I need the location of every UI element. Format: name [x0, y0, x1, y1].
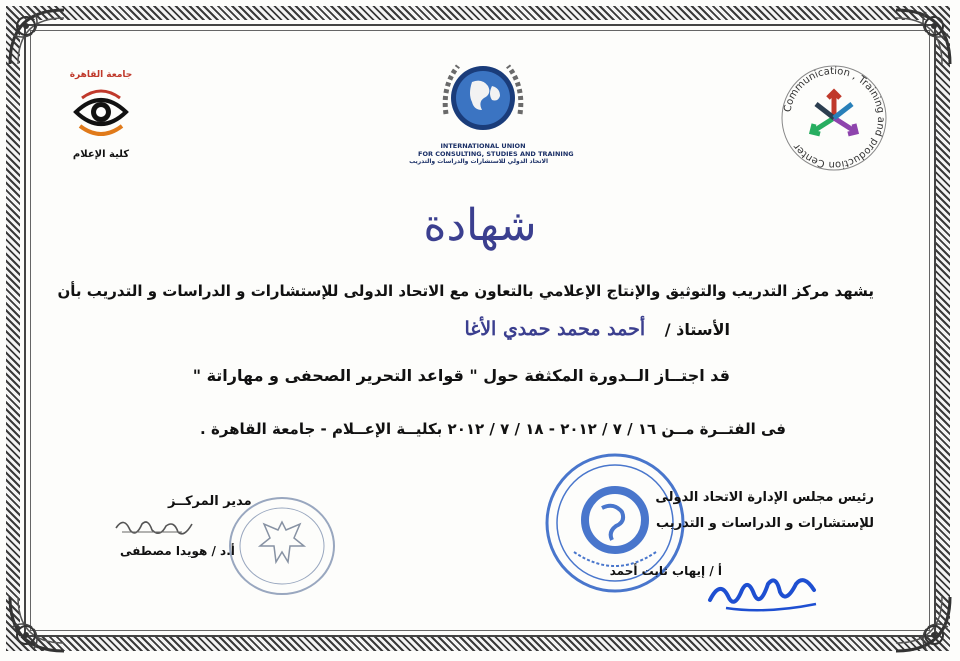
certificate-intro: يشهد مركز التدريب والتوثيق والإنتاج الإعلامي بالتعاون مع الاتحاد الدولى للإستشارات و الدراسات و التدريب بأن [57, 282, 874, 300]
center-logo [778, 62, 890, 174]
chairman-title-2: للإستشارات و الدراسات و التدريب [655, 516, 874, 531]
center-ring-text: Communication , Training and production Center [782, 65, 887, 171]
corner-ornament-icon [890, 4, 956, 70]
period-line: فى الفتــرة مــن ١٦ / ٧ / ٢٠١٢ - ١٨ / ٧ / ٢٠١٢ بكليــة الإعــلام - جامعة القاهرة . [200, 420, 786, 438]
corner-ornament-icon [890, 591, 956, 657]
globe-laurel-icon [436, 56, 530, 140]
corner-ornament-icon [4, 591, 70, 657]
recipient-prefix: الأستاذ / [664, 320, 730, 339]
director-title: مدير المركــز [168, 494, 252, 509]
university-name: جامعة القاهرة [69, 70, 133, 80]
chairman-name: أ / إيهاب ثابت أحمد [609, 564, 722, 578]
faculty-name: كلية الإعلام [72, 149, 130, 160]
center-logo-ring [778, 62, 890, 174]
certificate-title: شهادة [423, 200, 537, 251]
chairman-signature-icon [706, 570, 826, 614]
course-line: قد اجتــاز الــدورة المكثفة حول " قواعد التحرير الصحفى و مهاراتة " [192, 366, 730, 385]
corner-ornament-icon [4, 4, 70, 70]
chairman-title-1: رئيس مجلس الإدارة الاتحاد الدولى [655, 490, 874, 505]
union-logo [409, 56, 574, 176]
union-name-en-1: INTERNATIONAL UNION [440, 142, 526, 150]
union-name-ar: الاتحاد الدولي للاستشارات والدراسات والتدريب [409, 158, 548, 165]
union-name-en-2: FOR CONSULTING, STUDIES AND TRAINING [418, 150, 574, 158]
arrows-star-icon [812, 92, 856, 134]
director-signature-icon [112, 510, 198, 540]
director-name: أ.د / هويدا مصطفى [120, 544, 235, 558]
faculty-stamp-icon [226, 494, 338, 598]
recipient-line [464, 318, 730, 340]
faculty-logo [62, 70, 140, 162]
recipient-name: أحمد محمد حمدي الأغا [464, 318, 646, 340]
eye-logo-icon [72, 86, 130, 138]
